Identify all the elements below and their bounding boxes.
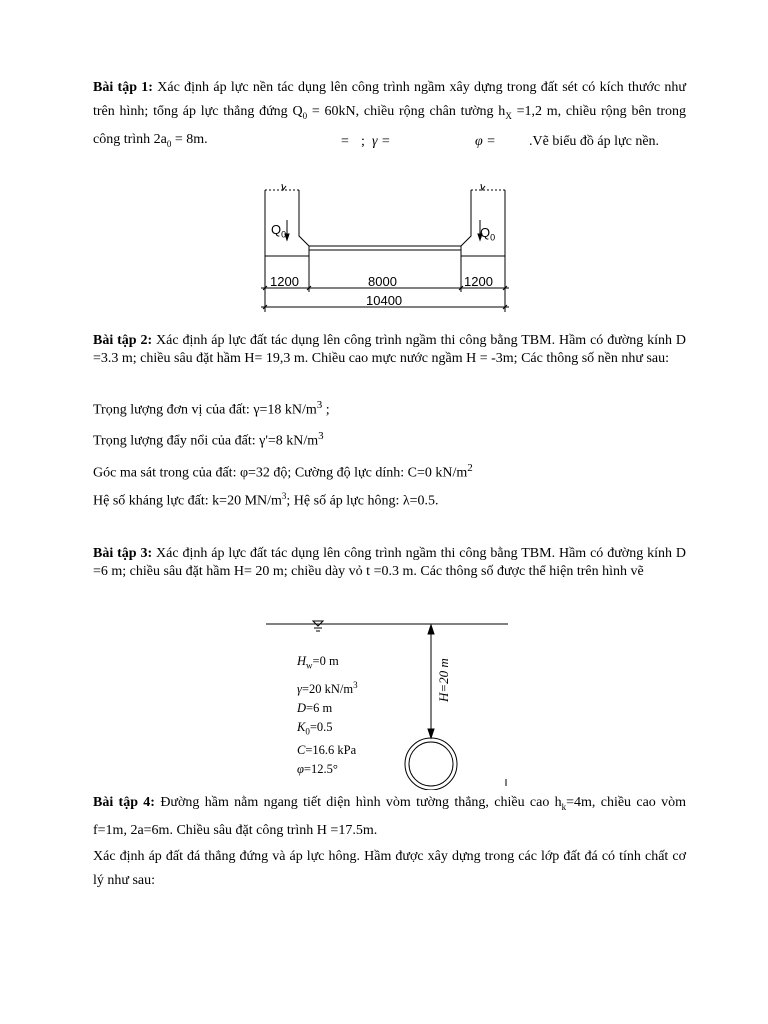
exercise-4-paragraph bbox=[93, 791, 686, 843]
hk-subscript: k bbox=[561, 801, 567, 812]
exercise-2-buoyant-weight: Trọng lượng đẩy nổi của đất: γ'=8 $kN/m^3$ bbox=[93, 430, 324, 449]
exercise-3-label: Bài tập 3: bbox=[93, 546, 153, 561]
exercise-1-text-1: Xác định áp lực nền tác dụng lên công trình ngầm xây dựng trong đất sét có kích thước như trên hình; tổng áp lực thẳng đứng Q bbox=[93, 80, 686, 119]
exercise-4-text-2: =4m, chiều cao vòm f=1m, 2a=6m. Chiều sâu đặt công trình H =17.5m. bbox=[93, 795, 687, 838]
exercise-1-tail: .Vẽ biểu đồ áp lực nền. bbox=[529, 134, 660, 149]
figure-1-dim-total: 10400 bbox=[366, 293, 403, 308]
exercise-2-paragraph bbox=[93, 332, 686, 368]
figure-1-q0-left: $Q_0$ bbox=[271, 222, 287, 240]
exercise-4-label: Bài tập 4: bbox=[93, 795, 155, 810]
exercise-1-gamma: γ = bbox=[372, 134, 391, 149]
exercise-2-friction-cohesion: Góc ma sát trong của đất: φ=32 độ; Cường độ lực dính: C=0 $kN/m^2$ bbox=[93, 462, 473, 481]
exercise-1-label: Bài tập 1: bbox=[93, 80, 153, 95]
figure-3-parameters bbox=[297, 652, 358, 779]
exercise-1-phi: φ = bbox=[475, 134, 496, 149]
figure-3-h-label: H=20 m bbox=[436, 658, 451, 702]
exercise-2-label: Bài tập 2: bbox=[93, 333, 153, 348]
exercise-3-text: Xác định áp lực đất tác dụng lên công trình ngầm thi công bằng TBM. Hầm có đường kính D =6 m; chiều sâu đặt hầm H= 20 m; chiều dày vỏ t =0.3 m. Các thông số được thể hiện trên hình vẽ bbox=[93, 546, 686, 579]
param-c: C=16.6 kPa bbox=[297, 743, 357, 758]
exercise-1-text-2: = 60kN, chiều rộng chân tường h bbox=[307, 104, 506, 119]
param-hw: $H_w=0$ m bbox=[297, 654, 339, 671]
figure-1-q0-right: $Q_0$ bbox=[480, 225, 496, 243]
exercise-3-paragraph bbox=[93, 545, 686, 581]
exercise-2-resistance: Hệ số kháng lực đất: k=20 $MN/m^3$; Hệ số áp lực hông: λ=0.5. bbox=[93, 491, 439, 509]
exercise-2-unit-weight: Trọng lượng đơn vị của đất: γ=18 $kN/m^3$ ; bbox=[93, 399, 330, 418]
a0-subscript: 0 bbox=[166, 138, 172, 149]
param-gamma: γ=20 $kN/m^3$ bbox=[297, 679, 358, 696]
hx-subscript: X bbox=[505, 110, 512, 121]
figure-1-dim-middle: 8000 bbox=[368, 274, 397, 289]
figure-1-dim-right: 1200 bbox=[464, 274, 493, 289]
exercise-1-text-4: = 8m. bbox=[171, 131, 208, 147]
param-d: D=6 m bbox=[297, 700, 333, 715]
param-phi: φ=12.5° bbox=[297, 762, 338, 777]
exercise-1-text-3: =1,2 m, chiều rộng bên trong công trình 2a bbox=[93, 104, 686, 147]
figure-1-dim-left: 1200 bbox=[270, 274, 299, 289]
exercise-2-text: Xác định áp lực đất tác dụng lên công trình ngầm thi công bằng TBM. Hầm có đường kính D =3.3 m; chiều sâu đặt hầm H= 19,3 m. Chiều cao mực nước ngầm H = -3m; Các thông số nền như sau: bbox=[93, 333, 686, 366]
q0-subscript: 0 bbox=[302, 110, 308, 121]
param-k0: $K_0=0.5$ bbox=[297, 719, 333, 737]
exercise-1-equals: = bbox=[341, 134, 349, 149]
exercise-4-text-1: Đường hầm nằm ngang tiết diện hình vòm tường thẳng, chiều cao h bbox=[160, 795, 562, 810]
exercise-4-paragraph-2: Xác định áp đất đá thẳng đứng và áp lực hông. Hầm được xây dựng trong các lớp đất đá có tính chất cơ lý như sau: bbox=[93, 849, 686, 888]
exercise-1-semicolon: ; bbox=[361, 134, 365, 149]
